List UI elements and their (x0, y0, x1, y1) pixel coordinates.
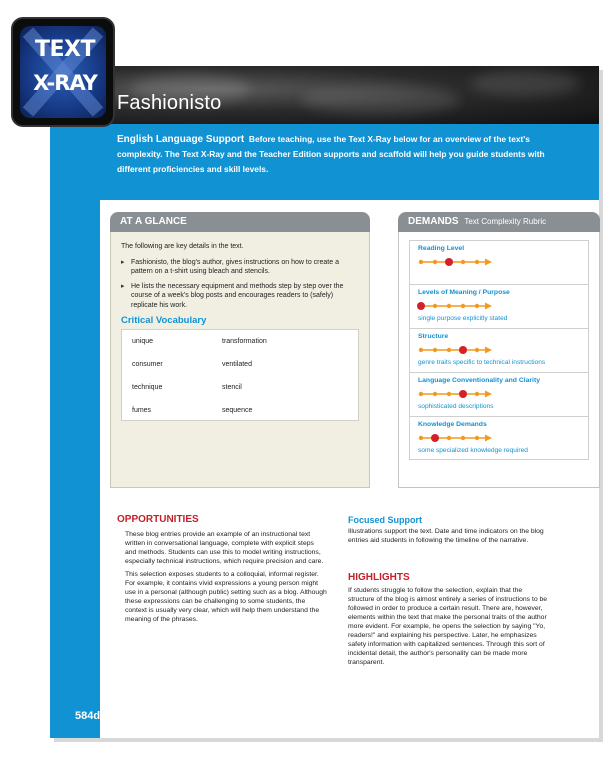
rubric-dot (475, 304, 479, 308)
unit-label: Unit 5 (111, 712, 134, 721)
opportunity-bullet: This selection exposes students to a colloquial, informal register. For example, it contains vivid expressions a young person might use in a personal (although public) setting such as a blog. Although these expressions can be challenging to some students, the context is usually very clear, which will help them understand the meaning of the phrases. (125, 571, 327, 623)
vocab-word: sequence (222, 407, 253, 414)
vocab-heading: Critical Vocabulary (121, 315, 207, 326)
highlights-text: If students struggle to follow the selection, explain that the structure of the blog is almost entirely a series of instructions to be followed in order to produce a certain result. There are, however, elements within the text that make the personal traits of the author more evident. For example, he opens the selection by saying "Yo, readers!" and explaining his perspective. Later, he emphasizes safety information with capitalized sentences. Through this sort of incidental detail, the author's personality can be made more transparent. (348, 587, 548, 666)
demands-heading (398, 212, 600, 232)
page-footer (75, 710, 133, 722)
rubric-dot-active (459, 390, 467, 398)
glance-intro: The following are key details in the text. (121, 243, 244, 250)
demand-desc: single purpose explicitly stated (418, 315, 508, 322)
rubric-scale (417, 257, 492, 267)
demand-label: Language Conventionality and Clarity (418, 377, 540, 384)
logo-line2: X-RAY (33, 71, 97, 95)
rubric-scale (417, 301, 492, 311)
rubric-dot-active (445, 258, 453, 266)
intro-text (117, 132, 567, 177)
rubric-dot-active (431, 434, 439, 442)
intro-body: Before teaching, use the Text X-Ray below for an overview of the text's complexity. The Text X-Ray and the Teacher Edition supports and scaffold will help you guide students with different proficiencies and skill levels. (117, 134, 545, 174)
rubric-dot (475, 260, 479, 264)
rubric-scale (417, 345, 492, 355)
intro-lead: English Language Support (117, 134, 245, 145)
highlights-heading: HIGHLIGHTS (348, 572, 410, 583)
text-x-ray-logo (11, 17, 115, 127)
rubric-arrow (485, 391, 492, 398)
demand-label: Levels of Meaning / Purpose (418, 289, 510, 296)
rubric-scale (417, 389, 492, 399)
rubric-dot (419, 392, 423, 396)
demands-box (398, 212, 600, 492)
vocab-word: stencil (222, 384, 242, 391)
rubric-dot (433, 260, 437, 264)
rubric-dot (433, 392, 437, 396)
demand-item (409, 372, 589, 416)
demand-desc: some specialized knowledge required (418, 447, 528, 454)
rubric-arrow (485, 259, 492, 266)
page-number: 584d (75, 710, 101, 722)
rubric-dot (447, 392, 451, 396)
demand-item (409, 284, 589, 328)
demands-subtitle: Text Complexity Rubric (464, 217, 547, 226)
demand-label: Structure (418, 333, 449, 340)
glance-bullet: ▸ He lists the necessary equipment and methods step by step over the course of a week's blog posts and encourages readers to (safely) replicate his work. (121, 282, 359, 311)
focused-support-text: Illustrations support the text. Date and time indicators on the blog entries aid students in following the timeline of the narrative. (348, 528, 544, 544)
rubric-dot (461, 436, 465, 440)
rubric-dot (447, 436, 451, 440)
demand-desc: genre traits specific to technical instructions (418, 359, 546, 366)
demand-item (409, 416, 589, 460)
vocab-word: unique (132, 338, 154, 345)
highlights-section (348, 572, 548, 667)
rubric-dot (475, 436, 479, 440)
rubric-arrow (485, 303, 492, 310)
demand-label: Reading Level (418, 245, 465, 252)
opportunity-bullet: These blog entries provide an example of an instructional text written in conversational language, complete with explicit steps and methods. Students can use this to model writing instructions, especially technical instructions, which require precision and care. (125, 531, 324, 565)
rubric-dot-active (459, 346, 467, 354)
focused-support-section (348, 515, 548, 545)
rubric-dot (461, 304, 465, 308)
rubric-arrow (485, 347, 492, 354)
vocab-word: fumes (132, 407, 152, 414)
logo-line1: TEXT (34, 37, 95, 62)
demand-desc: sophisticated descriptions (418, 403, 494, 410)
demand-item (409, 240, 589, 284)
demand-label: Knowledge Demands (418, 421, 487, 428)
rubric-dot (475, 348, 479, 352)
rubric-scale (417, 433, 492, 443)
opportunities-heading: OPPORTUNITIES (117, 514, 199, 525)
rubric-dot (419, 436, 423, 440)
demand-item (409, 328, 589, 372)
rubric-dot-active (417, 302, 425, 310)
rubric-dot (447, 348, 451, 352)
vocab-word: consumer (132, 361, 163, 368)
glance-bullets (121, 258, 359, 311)
rubric-dot (447, 304, 451, 308)
glance-bullet: ▸ Fashionisto, the blog's author, gives instructions on how to create a pattern on a t-shirt using bleach and stencils. (121, 258, 359, 277)
rubric-dot (461, 260, 465, 264)
rubric-dot (433, 348, 437, 352)
rubric-dot (419, 260, 423, 264)
vocab-table (121, 329, 359, 421)
rubric-dot (433, 304, 437, 308)
vocab-word: technique (132, 384, 163, 391)
at-a-glance-box (110, 212, 370, 492)
rubric-dot (419, 348, 423, 352)
rubric-arrow (485, 435, 492, 442)
page-title: Fashionisto (117, 92, 222, 114)
opportunities-section (117, 514, 327, 628)
at-a-glance-heading: AT A GLANCE (110, 212, 370, 232)
rubric-dot (475, 392, 479, 396)
vocab-word: transformation (222, 338, 267, 345)
focused-support-heading: Focused Support (348, 515, 422, 525)
demands-title: DEMANDS (408, 216, 459, 227)
vocab-word: ventilated (222, 361, 252, 368)
